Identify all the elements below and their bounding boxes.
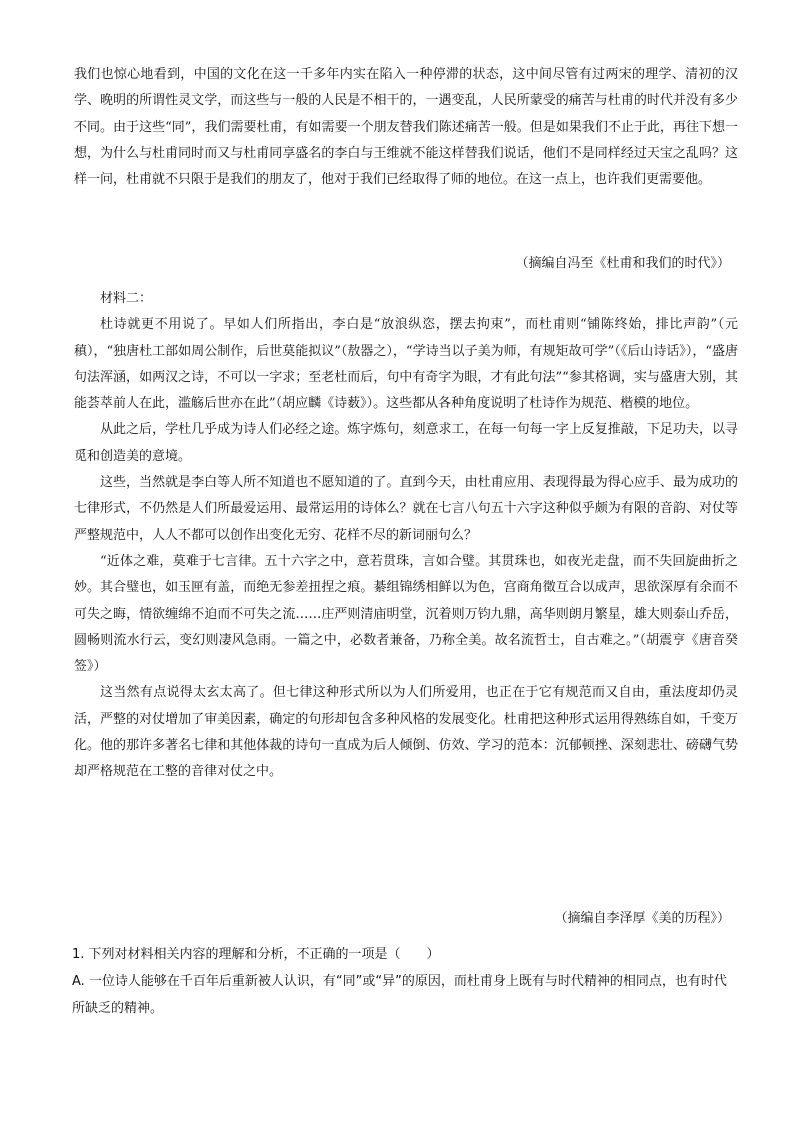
material-one-source: （摘编自冯至《杜甫和我们的时代》） [515, 256, 730, 271]
paragraph-quotation: “近体之难，莫难于七言律。五十六字之中，意若贯珠，言如合璧。其贯珠也，如夜光走盘，而不失回旋曲折之妙。其合璧也，如玉匣有盖，而绝无参差扭捏之痕。綦组锦绣相鲜以为色，宫商角徵互合以成声，思欲深厚有余而不可失之晦，情欲缠绵不迫而不可失之流……庄严则清庙明堂，沉着则万钧九鼎，高华则朗月繁星，雄大则泰山乔岳，圆畅则流水行云，变幻则凄风急雨。一篇之中，必数者兼备，乃称全美。故名流哲士，自古难之。”（胡震亨《唐音癸签》） [74, 553, 738, 675]
paragraph-conclusion: 这当然有点说得太玄太高了。但七律这种形式所以为人们所爱用，也正在于它有规范而又自由，重法度却仍灵活，严整的对仗增加了审美因素，确定的句形却包含多种风格的发展变化。杜甫把这种形式运用得熟练自如，千变万化。他的那许多著名七律和其他体裁的诗句一直成为后人倾倒、仿效、学习的范本：沉郁顿挫、深刻悲壮、磅礴气势却严格规范在工整的音律对仗之中。 [74, 685, 738, 780]
paragraph-du-poetry: 杜诗就更不用说了。早如人们所指出，李白是“放浪纵恣，摆去拘束”，而杜甫则“铺陈终始，排比声韵”（元稹），“独唐杜工部如周公制作，后世莫能拟议”（敖器之），“学诗当以子美为师，有规矩故可学”（《后山诗话》），“盛唐句法浑涵，如两汉之诗，不可以一字求；至老杜而后，句中有奇字为眼，才有此句法”“参其格调，实与盛唐大别，其能荟萃前人在此，滥觞后世亦在此”（胡应麟《诗薮》）。这些都从各种角度说明了杜诗作为规范、楷模的地位。 [74, 317, 738, 412]
material-two-source: （摘编自李泽厚《美的历程》） [554, 911, 730, 926]
material-two-heading: 材料二： [100, 291, 153, 306]
paragraph-seven-character-regulated: 这些，当然就是李白等人所不知道也不愿知道的了。直到今天，由杜甫应用、表现得最为得心应手、最为成功的七律形式，不仍然是人们所最爱运用、最常运用的诗体么？就在七言八句五十六字这种似乎颇为有限的音韵、对仗等严整规范中，人人不都可以创作出变化无穷、花样不尽的新词丽句么？ [74, 475, 738, 543]
paragraph-material-one: 我们也惊心地看到，中国的文化在这一千多年内实在陷入一种停滞的状态，这中间尽管有过两宋的理学、清初的汉学、晚明的所谓性灵文学，而这些与一般的人民是不相干的，一遇变乱，人民所蒙受的痛苦与杜甫的时代并没有多少不同。由于这些“同”，我们需要杜甫，有如需要一个朋友替我们陈述痛苦一般。但是如果我们不止于此，再往下想一想，为什么与杜甫同时而又与杜甫同享盛名的李白与王维就不能这样替我们说话，他们不是同样经过天宝之乱吗？这样一问，杜甫就不只限于是我们的朋友了，他对于我们已经取得了师的地位。在这一点上，也许我们更需要他。 [74, 67, 738, 188]
material-two-source-block [74, 906, 738, 932]
material-one-source-block [74, 251, 738, 277]
paragraph-learning-du: 从此之后，学杜几乎成为诗人们必经之途。炼字炼句，刻意求工，在每一句每一字上反复推敲，下足功夫，以寻觅和创造美的意境。 [74, 422, 738, 464]
question-block [72, 941, 738, 1022]
option-a: A. 一位诗人能够在千百年后重新被人认识，有“同”或“异”的原因，而杜甫身上既有与时代精神的相同点，也有时代所缺乏的精神。 [72, 974, 727, 1016]
material-one [74, 62, 738, 193]
material-two [74, 286, 738, 786]
question-stem: 1. 下列对材料相关内容的理解和分析，不正确的一项是（ ） [72, 947, 440, 962]
